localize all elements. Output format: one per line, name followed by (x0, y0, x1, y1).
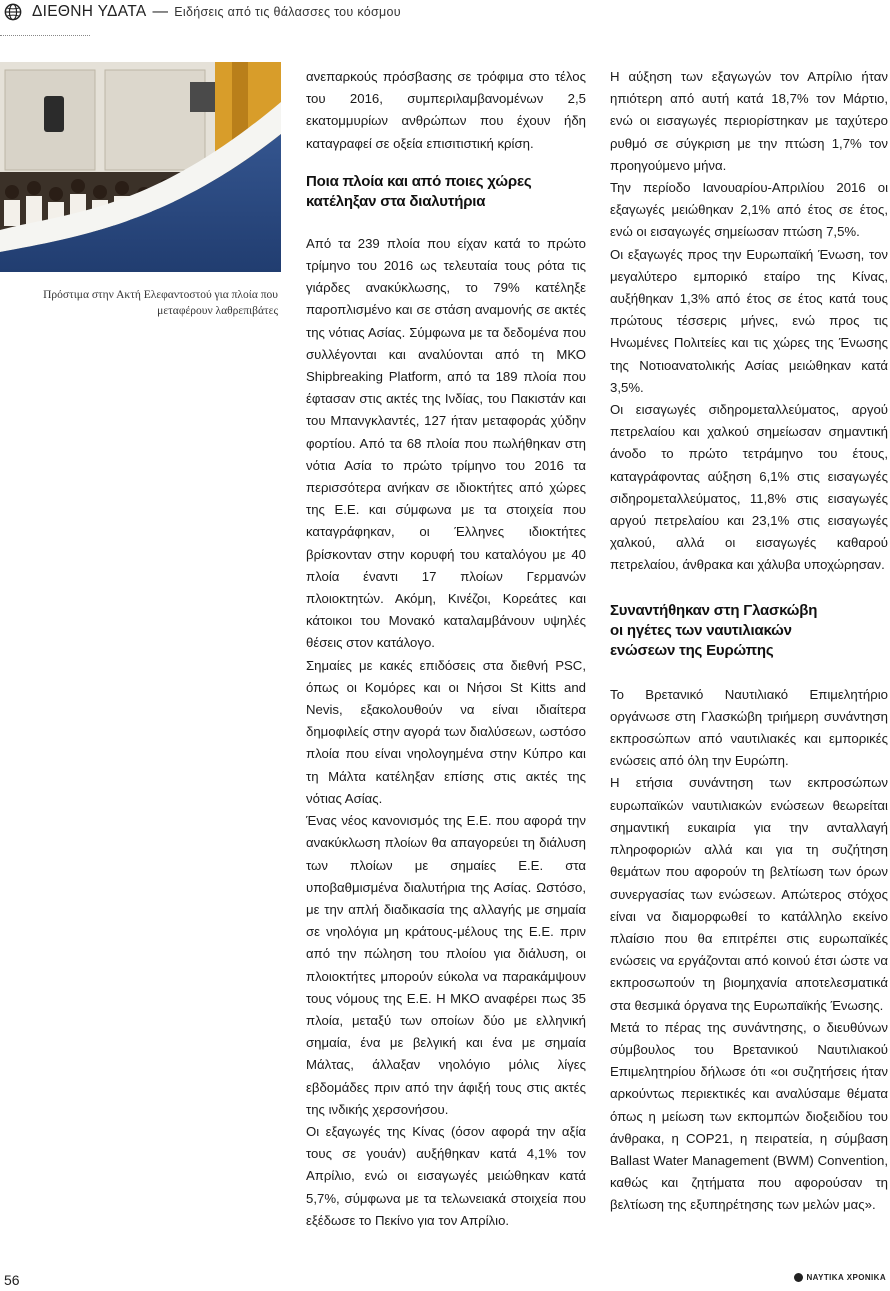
paragraph: Το Βρετανικό Ναυτιλιακό Επιμελητήριο οργάνωσε στη Γλασκώβη τριήμερη συνάντηση εκπροσώπων από ναυτιλιακές και εμπορικές ενώσεις από όλη την Ευρώπη. (610, 686, 888, 769)
paragraph: Οι εξαγωγές της Κίνας (όσον αφορά την αξία τους σε γουάν) αυξήθηκαν κατά 4,1% τον Απρίλιο, ενώ οι εισαγωγές μειώθηκαν κατά 5,7%, σύμφωνα με τα τελωνειακά στοιχεία που εξέδωσε το Πεκίνο για τον Απρίλιο. (306, 1123, 586, 1228)
paragraph: Οι εισαγωγές σιδηρομεταλλεύματος, αργού πετρελαίου και χαλκού σημείωσαν σημαντική άνοδο το πρώτο τετράμηνο του έτους, καταγράφοντας αύξηση 6,1% στις εισαγωγές σιδηρομεταλλεύματος, 11,8% στις εισαγωγές αργού πετρελαίου και 23,1% στις εισαγωγές χαλκού, αλλά οι εισαγωγές καθαρού πετρελαίου, άνθρακα και χάλυβα υποχώρησαν. (610, 402, 888, 573)
header-subtitle: Ειδήσεις από τις θάλασσες του κόσμου (174, 5, 401, 19)
paragraph: Σημαίες με κακές επιδόσεις στα διεθνή PSC, όπως οι Κομόρες και οι Νήσοι St Kitts and Nevis, εξακολουθούν να είναι ιδιαίτερα δημοφιλείς στην αγορά των διαλύσεων, ωστόσο πλοία που είναι νηολογημένα στην Κύπρο και τη Μάλτα κατέληξαν επίσης στις ακτές της νότιας Ασίας. (306, 657, 586, 806)
heading-line: Συναντήθηκαν στη Γλασκώβη (610, 601, 818, 619)
globe-icon (4, 3, 22, 21)
paragraph: Από τα 239 πλοία που είχαν κατά το πρώτο τρίμηνο του 2016 ως τελευταία τους ρότα τις γιάρδες ανακύκλωσης, το 79% κατέληξε παροπλισμένο και σε στάση αναμονής σε ακτές της νότιας Ασίας. Σύμφωνα με τα δεδομένα που συλλέγονται και αναλύονται από τη ΜΚΟ Shipbreaking Platform, από τα 189 πλοία που έφτασαν στις ακτές της Ινδίας, του Πακιστάν και του Μπανγκλαντές, 127 ήταν μεταφοράς χύδην φορτίου. Από τα 68 πλοία που πωλήθηκαν στη νότια Ασία το πρώτο τρίμηνο του 2016 τα περισσότερα ανήκαν σε ιδιοκτήτες από χώρες της Ε.Ε. και σύμφωνα με τα στοιχεία που καταγράφηκαν, οι Έλληνες ιδιοκτήτες βρίσκονταν στην κορυφή του καταλόγου με 40 πλοία έναντι 17 πλοίων Γερμανών πλοιοκτητών. Ακόμη, Κινέζοι, Κορεάτες και κάτοικοι του Μονακό καταλαμβάνουν υψηλές θέσεις στον κατάλογο. (306, 235, 586, 651)
paragraph: Την περίοδο Ιανουαρίου-Απριλίου 2016 οι εξαγωγές μειώθηκαν 2,1% από έτος σε έτος, ενώ οι εισαγωγές σημείωσαν πτώση 7,5%. (610, 180, 888, 240)
header-divider (0, 35, 90, 36)
heading-line: οι ηγέτες των ναυτιλιακών (610, 621, 792, 639)
header-title (32, 3, 401, 21)
header-dash: — (152, 3, 169, 20)
brand-logo-icon (794, 1273, 803, 1282)
article-photo (0, 62, 281, 272)
heading-line: Ποια πλοία και από ποιες χώρες (306, 172, 532, 190)
ship-crowd-illustration (0, 62, 281, 272)
paragraph: Ένας νέος κανονισμός της Ε.Ε. που αφορά την ανακύκλωση πλοίων θα απαγορεύει τη διάλυση των πλοίων με σημαίες Ε.Ε. στα υποβαθμισμένα διαλυτήρια της Ασίας. Ωστόσο, με την απλή διαδικασία της αλλαγής με σημαία σε νηολόγια μη κράτους-μέλους της Ε.Ε. πριν από την πώληση του πλοίου για διάλυση, οι πλοιοκτήτες μπορούν εύκολα να παρακάμψουν τους νόμους της Ε.Ε. Η ΜΚΟ αναφέρει πως 35 πλοία, μεταξύ των οποίων δύο με ελληνική σημαία, ένα με βελγική και ένα με σημαία Μάλτας, άλλαξαν νηολόγιο μόλις λίγες εβδομάδες πριν από την άφιξή τους στις ακτές της ινδικής χερσονήσου. (306, 813, 586, 1117)
header-section: ΔΙΕΘΝΗ ΥΔΑΤΑ (32, 3, 147, 20)
running-header (0, 0, 890, 26)
brand-name: ΝΑΥΤΙΚΑ ΧΡΟΝΙΚΑ (806, 1273, 886, 1282)
article-column-2 (306, 66, 586, 1232)
photo-caption (10, 288, 278, 319)
article-column-3 (610, 66, 888, 1217)
page-number: 56 (4, 1272, 20, 1288)
heading-line: ενώσεων της Ευρώπης (610, 641, 774, 659)
paragraph: Η αύξηση των εξαγωγών τον Απρίλιο ήταν ηπιότερη από αυτή κατά 18,7% τον Μάρτιο, ενώ οι εισαγωγές περιορίστηκαν με ταχύτερο ρυθμό σε σύγκριση με την πτώση 1,7% τον προηγούμενο μήνα. (610, 69, 888, 173)
paragraph: ανεπαρκούς πρόσβασης σε τρόφιμα στο τέλος του 2016, συμπεριλαμβανομένων 2,5 εκατομμυρίων ανθρώπων που έχουν ήδη καταγραφεί σε οξεία επισιτιστική κρίση. (306, 69, 586, 151)
paragraph: Η ετήσια συνάντηση των εκπροσώπων ευρωπαϊκών ναυτιλιακών ενώσεων θεωρείται σημαντική ευκαιρία για την ανταλλαγή πληροφοριών αλλά και για τη συζήτηση θεμάτων που αφορούν τη βελτίωση των όρων συνεργασίας των ενώσεων. Απώτερος στόχος είναι να διαμορφωθεί το κατάλληλο εκείνο πλαίσιο που θα επιτρέπει στις ευρωπαϊκές ενώσεις να εργάζονται από κοινού έτσι ώστε να εκπροσωπούν τη βιομηχανία αποτελεσματικά στα θεσμικά όργανα της Ευρωπαϊκής Ένωσης. (610, 775, 888, 1013)
section-heading (610, 601, 888, 661)
paragraph: Οι εξαγωγές προς την Ευρωπαϊκή Ένωση, τον μεγαλύτερο εμπορικό εταίρο της Κίνας, αυξήθηκαν 1,3% από έτος σε έτος κατά τους πρώτους τέσσερις μήνες, ενώ προς τις Ηνωμένες Πολιτείες και τις χώρες της Ένωσης της Νοτιοανατολικής Ασίας μειώθηκαν κατά 3,5%. (610, 246, 888, 395)
publication-brand (794, 1273, 887, 1282)
caption-line: μεταφέρουν λαθρεπιβάτες (157, 304, 278, 317)
paragraph: Μετά το πέρας της συνάντησης, ο διευθύνων σύμβουλος του Βρετανικού Ναυτιλιακού Επιμελητηρίου δήλωσε ότι «οι συζητήσεις ήταν αρκούντως περιεκτικές και αναλύσαμε θέματα όπως η μείωση των εκπομπών διοξειδίου του άνθρακα, η COP21, η πειρατεία, η σύμβαση Ballast Water Management (BWM) Convention, καθώς και ζητήματα που αφορούσαν τη βελτίωση της εξυπηρέτησης των μελών μας». (610, 1019, 888, 1213)
section-heading (306, 172, 586, 212)
caption-line: Πρόστιμα στην Ακτή Ελεφαντοστού για πλοία που (43, 289, 278, 301)
heading-line: κατέληξαν στα διαλυτήρια (306, 192, 486, 210)
